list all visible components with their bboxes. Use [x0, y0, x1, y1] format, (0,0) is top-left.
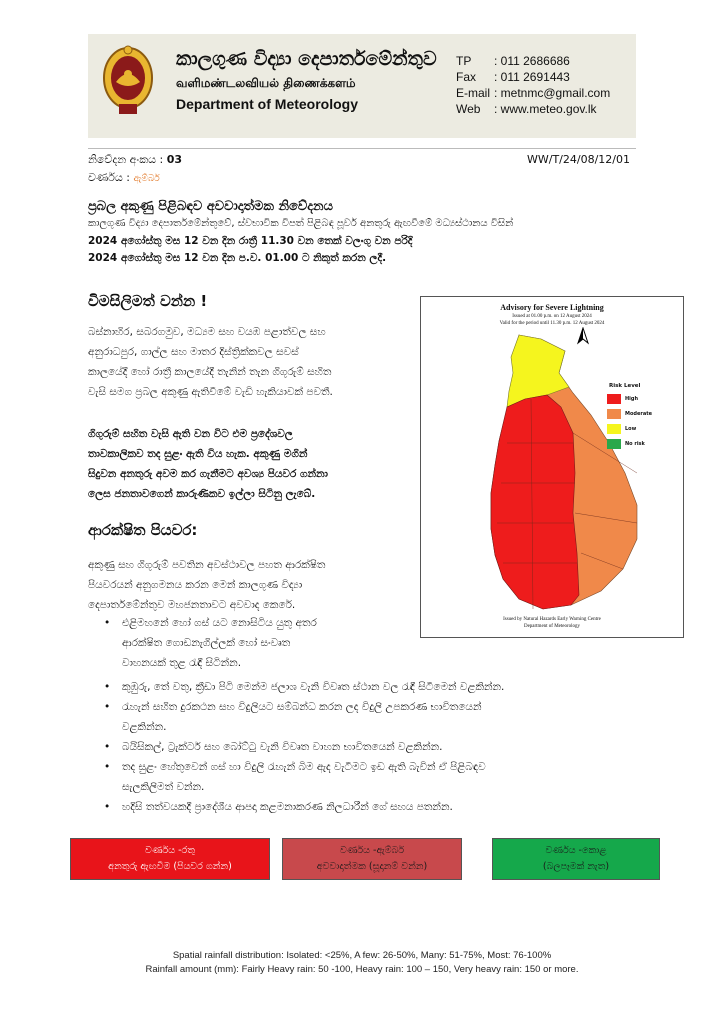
legend-swatch	[607, 424, 621, 434]
list-item-line: වළකින්න.	[122, 721, 167, 733]
list-item-line: හදිසි තත්වයකදී ප්‍රාදේශීය ආපදා කළමනාකරණ නිලධාරීන් ගේ සහය පතන්න.	[122, 801, 453, 813]
contact-value: : www.meteo.gov.lk	[494, 102, 597, 116]
issued-line: කාලගුණ විද්‍යා දෙපාර්තමේන්තුවේ, ස්වභාවික විපත් පිළිබඳ පූර්ව අනතුරු ඇඟවීමේ මධ්‍යස්ථානය විසින්	[88, 218, 514, 229]
legend-label: Low	[625, 426, 637, 432]
org-name-sinhala: කාලගුණ විද්‍යා දෙපාර්තමේන්තුව	[176, 48, 437, 70]
high-region	[491, 395, 579, 609]
list-item-line: එළිමහනේ හෝ ගස් යට නොසිටිය යුතු අතර	[122, 617, 317, 629]
category-value: ඇම්බර්	[133, 174, 160, 184]
bullet-icon: •	[104, 701, 111, 713]
contact-label: E-mail	[456, 86, 491, 100]
level-description: අනතුරු ඇඟවීම (පියවර ගන්න)	[108, 861, 232, 872]
notice-title: ප්‍රබල අකුණු පිළිබඳව අවවාදාත්මක නිවේදනය	[88, 199, 333, 214]
paragraph-line: වැසි සමග ප්‍රබල අකුණු ඇතිවීමේ වැඩි හැකියාවක් පවතී.	[88, 386, 333, 398]
bullet-icon: •	[104, 801, 111, 813]
contact-label: TP	[456, 54, 472, 68]
map-issued: Issued at 01.00 p.m. on 12 August 2024	[512, 314, 592, 319]
level-title: වර්ණය -කොළ	[545, 845, 607, 856]
category-label: වර්ණය :	[88, 171, 131, 184]
map-footer: Issued by Natural Hazards Early Warning Centre	[503, 617, 601, 622]
contact-tp	[456, 54, 570, 68]
org-name-tamil: வளிமண்டலவியல் திணைக்களம்	[176, 76, 356, 90]
list-item-line: ආරක්ෂිත ගොඩනැගිල්ලක් හෝ සංවෘත	[122, 637, 291, 649]
org-name-english: Department of Meteorology	[176, 96, 359, 112]
issued-line: 2024 අගෝස්තු මස 12 වන දින රාත්‍රී 11.30 වන තෙක් වලංගු වන පරිදි	[88, 235, 413, 247]
paragraph-line: පියවරයන් අනුගමනය කරන මෙන් කාලගුණ විද්‍යා	[88, 579, 303, 591]
list-item-line: තද සුළං හේතුවෙන් ගස් හා විදුලි රැහැන් බිම ඇද වැටීමට ඉඩ ඇති බැවින් ඒ පිළිබඳව	[122, 761, 486, 773]
paragraph-line: තාවකාලිකව තද සුළං ඇති විය හැක. අකුණු මගින්	[88, 448, 308, 460]
list-item-line: වාහනයක් තුළ රැඳී සිටින්න.	[122, 657, 242, 669]
contact-label: Fax	[456, 70, 477, 84]
advisory-map	[420, 296, 684, 638]
list-item	[104, 613, 394, 673]
reference-number: WW/T/24/08/12/01	[527, 153, 630, 166]
level-description: (බලපෑමක් නැත)	[542, 861, 610, 872]
bullet-icon: •	[104, 681, 111, 693]
map-footer: Department of Meteorology	[523, 624, 581, 629]
footnote-amount: Rainfall amount (mm): Fairly Heavy rain: 50 -100, Heavy rain: 100 – 150, Very heavy rain: 150 or more.	[145, 964, 579, 975]
notice-number	[88, 153, 182, 167]
footnote-distribution: Spatial rainfall distribution: Isolated: <25%, A few: 26-50%, Many: 51-75%, Most: 76-100%	[172, 950, 552, 961]
legend-swatch	[607, 439, 621, 449]
bullet-icon: •	[104, 617, 111, 629]
paragraph-line: ලෙස ජනතාවගෙන් කාරුණිකව ඉල්ලා සිටිනු ලැබේ.	[88, 488, 316, 500]
issued-line: 2024 අගෝස්තු මස 12 වන දින ප.ව. 01.00 ට නිකුත් කරන ලදී.	[88, 252, 387, 264]
bullet-icon: •	[104, 741, 111, 753]
contact-value: : 011 2686686	[494, 54, 570, 68]
level-box-amber	[282, 838, 462, 880]
legend-swatch	[607, 394, 621, 404]
list-item	[104, 697, 664, 737]
legend-label: High	[625, 396, 639, 402]
map-valid: Valid for the period until 11.30 p.m. 12 August 2024	[499, 321, 605, 326]
precautions-heading: ආරක්ෂිත පියවර:	[88, 521, 198, 539]
list-item-line: රැහැන් සහිත දුරකථන සහ විදුලියට සම්බන්ධ කරන ලද විදුලි උපකරණ භාවිතයෙන්	[122, 701, 482, 713]
level-description: අවවාදාත්මක (සූදානම් වන්න)	[316, 861, 428, 872]
beware-paragraph-2	[88, 424, 392, 504]
precautions-intro	[88, 555, 394, 615]
notice-number-value: 03	[166, 153, 183, 166]
paragraph-line: අකුණු සහ ගිගුරුම් පවතින අවස්ථාවල පහත ආරක්ෂිත	[88, 559, 326, 571]
legend-title: Risk Level	[609, 383, 641, 389]
paragraph-line: අනුරාධපුර, ගාල්ල සහ මාතර දිස්ත්‍රික්කවල සවස්	[88, 346, 299, 358]
paragraph-line: බස්නාහිර, සබරගමුව, මධ්‍යම සහ වයඹ පළාත්වල සහ	[88, 326, 326, 338]
category	[88, 171, 160, 185]
sri-lanka-risk-map	[461, 333, 641, 613]
contact-web	[456, 102, 596, 116]
contact-value: : metnmc@gmail.com	[494, 86, 611, 100]
list-item	[104, 757, 664, 797]
list-item-line: බයිසිකල්, ට්‍රැක්ටර් සහ බෝට්ටු වැනි විවෘත වාහන භාවිතයෙන් වළකින්න.	[122, 741, 443, 753]
paragraph-line: ගිගුරුම් සහිත වැසි ඇති වන විට එම ප්‍රදේශවල	[88, 428, 293, 440]
sri-lanka-emblem-icon	[102, 44, 154, 120]
legend-swatch	[607, 409, 621, 419]
contact-label: Web	[456, 102, 481, 116]
beware-heading: විමසිලිමත් වන්න !	[88, 292, 208, 310]
contact-email	[456, 86, 610, 100]
divider	[88, 148, 636, 149]
paragraph-line: සිදුවන අනතුරු අවම කර ගැනීමට අවශ්‍ය පියවර ගන්නා	[88, 468, 328, 480]
list-item-line: කුඹුරු, තේ වතු, ක්‍රීඩා පිටි මෙන්ම ජලාශ වැනි විවෘත ස්ථාන වල රැඳී සිටීමෙන් වළකින්න.	[122, 681, 505, 693]
contact-value: : 011 2691443	[494, 70, 570, 84]
level-title: වර්ණය -ඇම්බර්	[339, 845, 405, 856]
letterhead	[88, 34, 636, 138]
contact-fax	[456, 70, 570, 84]
list-item-line: සැලකිලිමත් වන්න.	[122, 781, 205, 793]
paragraph-line: කාලයේදී හෝ රාත්‍රී කාලයේදී තැනින් තැන ගිගුරුම් සහිත	[88, 366, 332, 378]
list-item	[104, 677, 644, 697]
bullet-icon: •	[104, 761, 111, 773]
level-box-red	[70, 838, 270, 880]
legend-label: No risk	[625, 441, 645, 447]
notice-number-label: නිවේදන අංකය :	[88, 153, 164, 166]
beware-paragraph-1	[88, 322, 392, 402]
map-title: Advisory for Severe Lightning	[500, 303, 604, 312]
list-item	[104, 797, 644, 817]
level-box-green	[492, 838, 660, 880]
level-title: වර්ණය -රතු	[145, 845, 195, 856]
legend-label: Moderate	[625, 411, 653, 417]
paragraph-line: දෙපාර්තමේන්තුව මහජනතාවට අවවාද කෙරේ.	[88, 599, 296, 611]
list-item	[104, 737, 644, 757]
